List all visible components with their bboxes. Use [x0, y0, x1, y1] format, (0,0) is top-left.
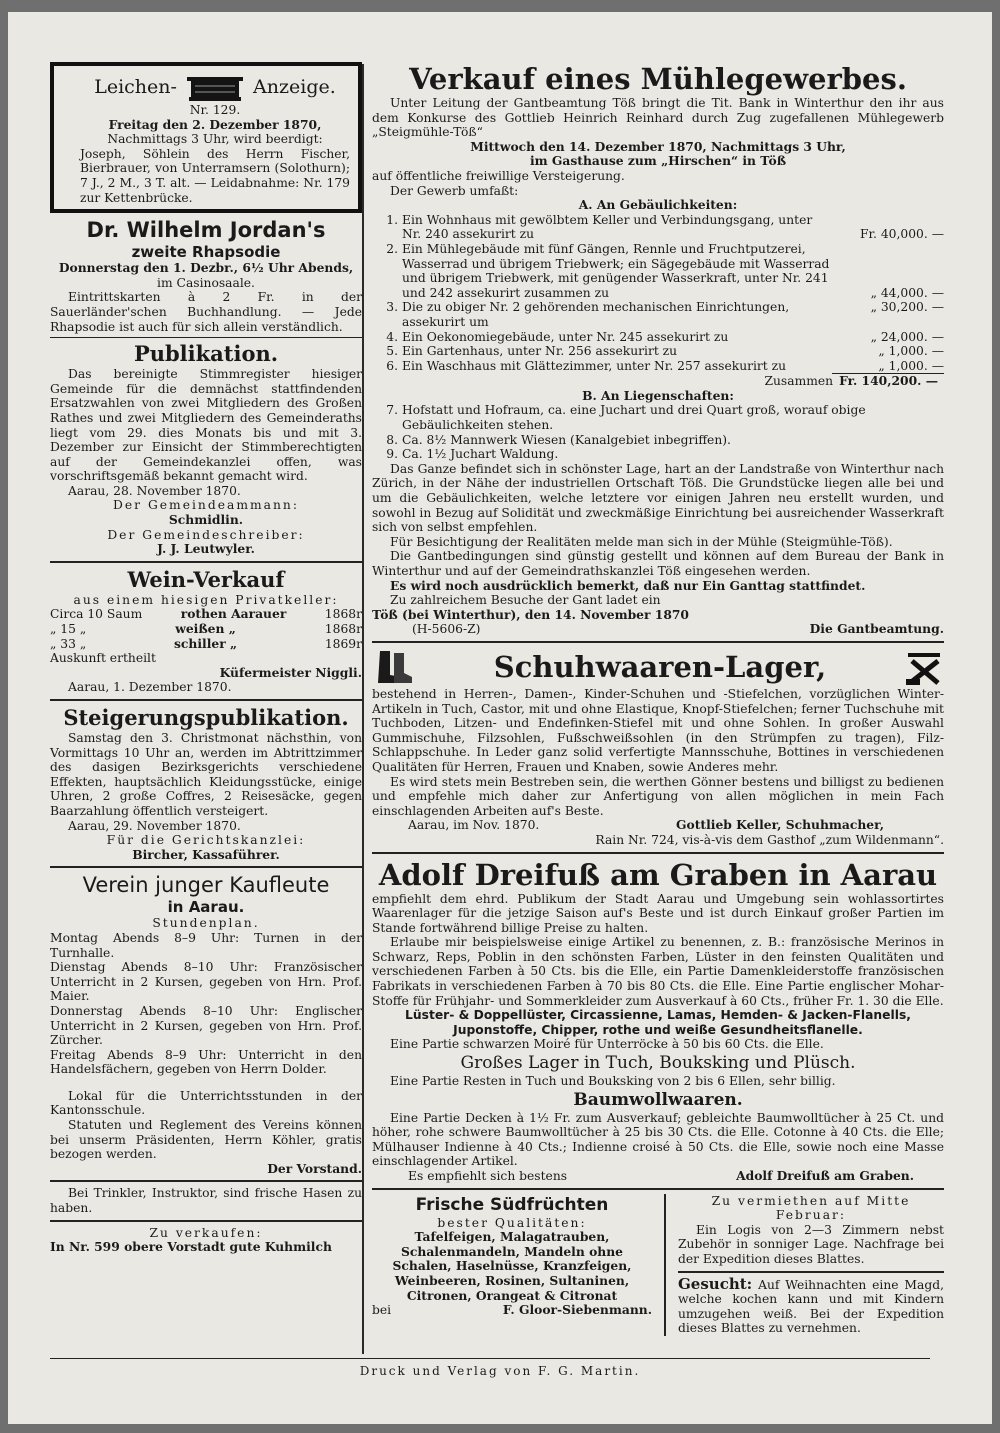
divider	[372, 641, 944, 643]
verein-subtitle: in Aarau.	[167, 898, 245, 917]
gesucht-title: Gesucht:	[678, 1274, 753, 1293]
wein-sig: Küfermeister Niggli.	[219, 664, 362, 680]
muehle-note: Es wird noch ausdrücklich bemerkt, daß nur Ein Ganttag stattfindet.	[390, 577, 866, 593]
list-item-value: „ 24,000. —	[870, 329, 944, 344]
steigerung-sig-name: Bircher, Kassaführer.	[132, 846, 280, 862]
publikation-date: Aarau, 28. November 1870.	[68, 483, 241, 498]
suedfruechte-title: Frische Südfrüchten	[415, 1194, 609, 1215]
divider	[50, 561, 362, 563]
dreifuss-h2: Großes Lager in Tuch, Bouksking und Plüsch.	[460, 1053, 856, 1074]
divider	[50, 699, 362, 701]
muehle-ref: (H-5606-Z)	[412, 622, 481, 637]
wein-row-b: schiller „	[174, 635, 238, 651]
muehle-date: Mittwoch den 14. Dezember 1870, Nachmittags 3 Uhr,	[470, 138, 846, 154]
dreifuss-sig: Adolf Dreifuß am Graben.	[736, 1168, 914, 1183]
publikation-title: Publikation.	[133, 341, 279, 367]
bottom-divider	[664, 1194, 666, 1336]
wein-row	[50, 637, 362, 652]
list-item-value: Fr. 40,000. —	[859, 227, 944, 242]
muehle-p2: Für Besichtigung der Realitäten melde man sich in der Mühle (Steigmühle-Töß).	[390, 534, 893, 549]
divider	[50, 337, 362, 338]
list-item	[372, 403, 944, 432]
list-item-text: Ein Waschhaus mit Glättezimmer, unter Nr. 257 assekurirt zu	[402, 358, 787, 373]
muehle-sig: Die Gantbeamtung.	[809, 621, 944, 637]
wein-row-c: 1869r	[324, 636, 362, 651]
list-item-number: 4.	[386, 329, 398, 344]
list-item-text: Ein Wohnhaus mit gewölbtem Keller und Verbindungsgang, unter Nr. 240 assekurirt zu	[402, 212, 813, 242]
dreifuss-p1: empfiehlt dem ehrd. Publikum der Stadt Aarau und Umgebung sein wohlassortirtes Waarenlager für die jetzige Saison auf's Beste und ist durch Einkauf großer Partien im Stande fortwährend billige Preise zu halten.	[372, 891, 944, 935]
publikation-ad	[50, 341, 362, 557]
jordan-date: Donnerstag den 1. Dezbr., 6½ Uhr Abends,	[58, 260, 354, 276]
list-item-number: 3.	[386, 300, 398, 315]
funeral-body: Joseph, Söhlein des Herrn Fischer, Bierbrauer, von Unterramsern (Solothurn); 7 J., 2 M., 3 T. alt. — Leidabnahme: Nr. 179 zur Kettenbrücke.	[80, 146, 350, 205]
wein-sub: aus einem hiesigen Privatkeller:	[73, 592, 339, 607]
wein-row-c: 1868r	[324, 622, 362, 637]
wein-row-a: „ 15 „	[50, 622, 87, 637]
list-item-number: 1.	[386, 212, 398, 227]
newspaper-page	[8, 12, 992, 1424]
list-item	[372, 447, 944, 462]
steigerung-date: Aarau, 29. November 1870.	[68, 818, 241, 833]
dreifuss-p4: Eine Partie schwarzen Moiré für Unterröcke à 50 bis 60 Cts. die Elle.	[390, 1037, 824, 1052]
publikation-sig1-role: Der Gemeindeammann:	[113, 498, 299, 513]
verein-plan: Stundenplan.	[152, 916, 260, 931]
list-item-value: „ 30,200. —	[870, 300, 944, 315]
muehle-place: im Gasthause zum „Hirschen“ in Töß	[529, 153, 787, 169]
muehle-sig-row	[372, 622, 944, 637]
wein-row-b: weißen „	[175, 621, 236, 637]
wein-date: Aarau, 1. Dezember 1870.	[68, 680, 232, 695]
suedfruechte-ad	[372, 1194, 652, 1336]
list-item-value: „ 1,000. —	[878, 344, 944, 359]
jordan-place: im Casinosaale.	[157, 275, 255, 290]
list-item-text: Die zu obiger Nr. 2 gehörenden mechanischen Einrichtungen, assekurirt um	[402, 300, 790, 329]
verein-p1: Lokal für die Unterrichtsstunden in der Kantonsschule.	[50, 1088, 362, 1118]
list-item-number: 6.	[386, 358, 398, 373]
divider	[372, 1188, 944, 1190]
list-item-number: 5.	[386, 344, 398, 359]
gesucht-ad	[678, 1274, 944, 1336]
funeral-title-a: Leichen-	[94, 76, 177, 98]
dreifuss-title: Adolf Dreifuß am Graben in Aarau	[378, 857, 938, 892]
dreifuss-p6: Eine Partie Decken à 1½ Fr. zum Ausverkauf; gebleichte Baumwolltücher à 25 Ct. und höher, rohe schwere Baumwolltücher à 25 bis 30 Cts. die Elle. Cotonne à 40 Cts. die Elle; Mülhauser Indienne à 40 Cts.; Indienne croisé à 50 Cts. die Elle, sowie noch eine Masse einschlagender Artikel.	[372, 1110, 944, 1169]
muehle-intro: Unter Leitung der Gantbeamtung Töß bringt die Tit. Bank in Winterthur den ihr aus dem Konkurse des Gottlieb Heinrich Reinhard durch Zug zugefallenen Mühlegewerb „Steigmühle-Töß“	[372, 96, 944, 140]
suedfruechte-sig: F. Gloor-Siebenmann.	[502, 1302, 652, 1318]
list-item-number: 2.	[386, 241, 398, 256]
wein-ad	[50, 567, 362, 695]
schuh-addr: Rain Nr. 724, vis-à-vis dem Gasthof „zum Wildenmann“.	[595, 832, 944, 847]
funeral-number: Nr. 129.	[189, 103, 241, 117]
schuh-p2: Es wird stets mein Bestreben sein, die werthen Gönner bestens und billigst zu bedienen und empfehle mich daher zur Anfertigung von allen möglichen in mein Fach einschlagenden Arbeiten auf's Beste.	[372, 774, 944, 818]
dreifuss-p7: Es empfiehlt sich bestens	[408, 1169, 568, 1183]
left-column	[50, 62, 362, 1255]
gesucht-body: Auf Weihnachten eine Magd, welche kochen kann und mit Kindern umzugehen weiß. Bei der Expedition dieses Blattes zu vernehmen.	[678, 1277, 944, 1336]
kuhmilch-body: In Nr. 599 obere Vorstadt gute Kuhmilch	[50, 1239, 332, 1255]
tools-icon	[904, 647, 944, 687]
schuh-date: Aarau, im Nov. 1870.	[408, 818, 540, 833]
dreifuss-p3: Lüster- & Doppellüster, Circassienne, Lamas, Hemden- & Jacken-Flanells, Juponstoffe, Chipper, rothe und weiße Gesundheitsflanelle.	[405, 1008, 911, 1037]
list-item-text: Ca. 8½ Mannwerk Wiesen (Kanalgebiet inbegriffen).	[402, 432, 731, 447]
verein-item: Dienstag Abends 8–10 Uhr: Französischer Unterricht in 2 Kursen, gegeben von Hrn. Prof. Maier.	[50, 960, 362, 1004]
funeral-date: Freitag den 2. Dezember 1870,	[108, 116, 322, 132]
jordan-body: Eintrittskarten à 2 Fr. in der Sauerländer'schen Buchhandlung. — Jede Rhapsodie ist auch für sich allein verständlich.	[50, 290, 362, 334]
list-item-text: Ca. 1½ Juchart Waldung.	[402, 447, 559, 462]
muehle-auction: auf öffentliche freiwillige Versteigerung.	[372, 168, 625, 183]
verein-item: Freitag Abends 8–9 Uhr: Unterricht in den Handelsfächern, gegeben von Herrn Dolder.	[50, 1047, 362, 1077]
wein-info: Auskunft ertheilt	[50, 651, 156, 666]
dreifuss-h3: Baumwollwaaren.	[573, 1089, 743, 1110]
muehle-title: Verkauf eines Mühlegewerbes.	[409, 62, 907, 96]
suedfruechte-body: Tafelfeigen, Malagatrauben, Schalenmandeln, Mandeln ohne Schalen, Haselnüsse, Kranzfeigen, Weinbeeren, Rosinen, Sultaninen, Citronen, Orangeat & Citronat	[392, 1229, 632, 1303]
footer-rule	[50, 1358, 930, 1359]
schuh-title: Schuhwaaren-Lager,	[493, 649, 827, 684]
wein-row	[50, 622, 362, 637]
muehle-total-row	[372, 374, 944, 389]
right-column	[372, 62, 944, 1336]
muehle-ad	[372, 62, 944, 637]
publikation-sig2-name: J. J. Leutwyler.	[157, 541, 255, 557]
list-item-number: 7.	[386, 403, 398, 418]
schuh-ad	[372, 647, 944, 848]
verein-title: Verein junger Kaufleute	[82, 873, 330, 898]
publikation-sig1-name: Schmidlin.	[168, 512, 244, 528]
dreifuss-p5: Eine Partie Resten in Tuch und Bouksking von 2 bis 6 Ellen, sehr billig.	[390, 1074, 836, 1089]
trinkler-ad	[50, 1186, 362, 1215]
list-item-text: Ein Gartenhaus, unter Nr. 256 assekurirt zu	[402, 344, 678, 359]
list-item	[372, 242, 944, 300]
wein-title: Wein-Verkauf	[127, 566, 285, 592]
list-item	[372, 213, 944, 242]
schuh-sig: Gottlieb Keller, Schuhmacher,	[676, 817, 884, 833]
list-item-text: Ein Mühlegebäude mit fünf Gängen, Rennle und Fruchtputzerei, Wasserrad und übrigem Triebwerk; ein Sägegebäude mit Wasserrad und übrigem Triebwerk, mit genügender Wasserkraft, unter Nr. 241 und 242 assekurirt zusammen zu	[402, 241, 830, 300]
list-item	[372, 300, 944, 329]
muehle-invite: Zu zahlreichem Besuche der Gant ladet ein	[390, 593, 661, 608]
muehle-comprises: Der Gewerb umfaßt:	[390, 183, 519, 198]
footer-imprint: Druck und Verlag von F. G. Martin.	[359, 1364, 641, 1378]
list-item	[372, 433, 944, 448]
jordan-ad	[50, 217, 362, 334]
list-item-number: 8.	[386, 432, 398, 447]
suedfruechte-bei: bei	[372, 1303, 392, 1318]
dreifuss-p2: Erlaube mir beispielsweise einige Artikel zu benennen, z. B.: französische Merinos in Schwarz, Reps, Poblin in den schönsten Farben, Lüster in den feinsten Qualitäten und verschiedenen Farben à 50 Cts. bis die Elle, ein Partie Damenkleiderstoffe französischen Fabrikats in verschiedenen Farben à 70 bis 80 Cts. die Elle. Eine Partie englischer Mohar-Stoffe für Frühjahr- und Sommerkleider zum Ausverkauf à 60 Cts., früher Fr. 1. 30 die Elle.	[372, 935, 944, 1008]
verein-item: Montag Abends 8–9 Uhr: Turnen in der Turnhalle.	[50, 930, 362, 960]
vermiethen-body: Ein Logis von 2—3 Zimmern nebst Zubehör in sonniger Lage. Nachfrage bei der Expedition dieses Blattes.	[678, 1222, 944, 1266]
muehle-total-label: Zusammen	[764, 374, 834, 389]
list-item-number: 9.	[386, 447, 398, 462]
muehle-desc: Das Ganze befindet sich in schönster Lage, hart an der Landstraße von Winterthur nach Zürich, in der Nähe der industriellen Ortschaft Töß. Die Grundstücke liegen alle bei und um die Gebäulichkeiten, welche letztere vor einigen Jahren neu erstellt wurden, und sowohl in Bezug auf Solidität und zweckmäßige Einrichtung bei ausreichender Wasserkraft sich von selbst empfehlen.	[372, 461, 944, 535]
verein-ad	[50, 872, 362, 1176]
jordan-subtitle: zweite Rhapsodie	[131, 243, 281, 262]
divider	[372, 852, 944, 854]
steigerung-title: Steigerungspublikation.	[63, 705, 349, 730]
vermiethen-ad	[678, 1194, 944, 1267]
muehle-sec-b: B. An Liegenschaften:	[582, 387, 734, 403]
steigerung-sig-role: Für die Gerichtskanzlei:	[106, 833, 306, 848]
list-item-text: Ein Oekonomiegebäude, unter Nr. 245 assekurirt zu	[402, 329, 729, 344]
divider	[678, 1271, 944, 1273]
kuhmilch-title: Zu verkaufen:	[149, 1225, 263, 1240]
wein-row-a: „ 33 „	[50, 636, 87, 651]
bottom-ads	[372, 1194, 944, 1336]
wein-row-b: rothen Aarauer	[180, 606, 287, 622]
list-item	[372, 344, 944, 359]
kuhmilch-ad	[50, 1226, 362, 1255]
muehle-sec-a: A. An Gebäulichkeiten:	[578, 197, 738, 213]
verein-p2: Statuten und Reglement des Vereins können bei unserm Präsidenten, Herrn Köhler, gratis bezogen werden.	[50, 1118, 362, 1162]
verein-sig: Der Vorstand.	[267, 1160, 362, 1176]
divider	[50, 1220, 362, 1222]
trinkler-body: Bei Trinkler, Instruktor, sind frische Hasen zu haben.	[50, 1186, 362, 1216]
list-item	[372, 330, 944, 345]
list-item-value: „ 44,000. —	[870, 285, 944, 300]
wein-row-c: 1868r	[324, 607, 362, 622]
jordan-title: Dr. Wilhelm Jordan's	[86, 218, 326, 243]
dreifuss-ad	[372, 858, 944, 1184]
muehle-total: Fr. 140,200. —	[839, 373, 938, 389]
vermiethen-title: Zu vermiethen auf Mitte Februar:	[711, 1193, 911, 1223]
steigerung-ad	[50, 705, 362, 862]
list-item-value: „ 1,000. —	[832, 359, 944, 375]
suedfruechte-sub: bester Qualitäten:	[437, 1215, 587, 1230]
divider	[50, 1180, 362, 1182]
steigerung-body: Samstag den 3. Christmonat nächsthin, von Vormittags 10 Uhr an, werden im Abtrittzimmer des dasigen Bezirksgerichts verschiedene Effekten, hauptsächlich Kleidungsstücke, einige Uhren, 2 große Coffres, 2 Reisesäcke, gegen Baarzahlung öffentlich versteigert.	[50, 731, 362, 818]
funeral-notice	[50, 62, 362, 213]
boot-icon	[372, 647, 416, 687]
wein-row-a: Circa 10 Saum	[50, 607, 143, 622]
coffin-icon	[187, 73, 243, 103]
verein-item: Donnerstag Abends 8–10 Uhr: Englischer Unterricht in 2 Kursen, gegeben von Hrn. Prof. Zürcher.	[50, 1003, 362, 1048]
schuh-body: bestehend in Herren-, Damen-, Kinder-Schuhen und -Stiefelchen, vorzüglichen Winter-Artikeln in Tuch, Castor, mit und ohne Elastique, Knopf-Stiefelchen; ferner Tuchschuhe mit Tuchboden, Litzen- und Endefinken-Stiefel mit und ohne Sohlen. In großer Auswahl Gummischuhe, Filzsohlen, Fußschweißsohlen (in den Strümpfen zu tragen), Filz-Schlappschuhe. In Leder ganz solid verfertigte Mannsschuhe, Bottines in verschiedenen Qualitäten für Herren, Frauen und Knaben, sowie Anderes mehr.	[372, 686, 944, 774]
funeral-title-b: Anzeige.	[253, 76, 336, 98]
publikation-sig2-role: Der Gemeindeschreiber:	[107, 527, 305, 542]
column-divider	[362, 64, 364, 1354]
publikation-body: Das bereinigte Stimmregister hiesiger Gemeinde für die demnächst stattfindenden Ersatzwahlen von zwei Mitgliedern des Großen Rathes und zwei Mitgliedern des Gemeinderaths liegt vom 29. dies Monats bis und mit 3. Dezember zur Einsicht der Stimmberechtigten auf der Gemeindekanzlei offen, was vorschriftsgemäß bekannt gemacht wird.	[50, 367, 362, 484]
list-item	[372, 359, 944, 375]
divider	[50, 866, 362, 868]
wein-row	[50, 607, 362, 622]
list-item-text: Hofstatt und Hofraum, ca. eine Juchart und drei Quart groß, worauf obige Gebäulichkeiten stehen.	[402, 403, 866, 433]
funeral-time: Nachmittags 3 Uhr, wird beerdigt:	[107, 132, 323, 147]
muehle-p3: Die Gantbedingungen sind günstig gestellt und können auf dem Bureau der Bank in Winterthur und auf der Gemeindrathskanzlei Töß eingesehen werden.	[372, 549, 944, 578]
muehle-place-date: Töß (bei Winterthur), den 14. November 1870	[372, 606, 689, 622]
